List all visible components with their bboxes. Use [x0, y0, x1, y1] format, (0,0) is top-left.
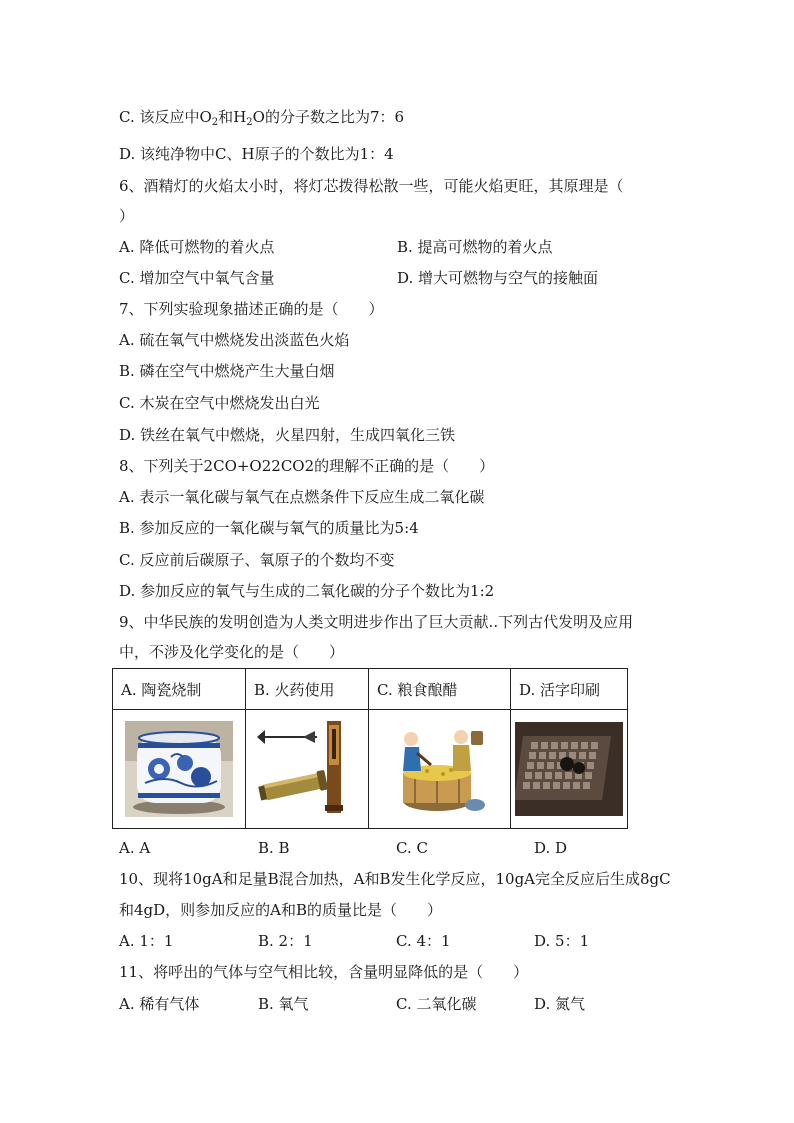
q7-option-c: C. 木炭在空气中燃烧发出白光 [119, 394, 320, 412]
q7-option-d: D. 铁丝在氧气中燃烧，火星四射，生成四氧化三铁 [119, 426, 456, 444]
q10-option-b: B. 2：1 [258, 932, 313, 950]
q9-image-row [113, 710, 628, 829]
q8-option-a: A. 表示一氧化碳与氧气在点燃条件下反应生成二氧化碳 [119, 488, 485, 506]
q9-stem-line1: 9、中华民族的发明创造为人类文明进步作出了巨大贡献..下列古代发明及应用 [119, 613, 634, 631]
q9-header-d: D. 活字印刷 [511, 669, 628, 710]
q9-image-cell-a [113, 710, 246, 829]
movable-type-image [515, 722, 623, 816]
q9-option-b: B. B [258, 839, 290, 857]
q10-stem-line2: 和4gD，则参加反应的A和B的质量比是（ ） [119, 901, 443, 919]
q9-option-d: D. D [534, 839, 568, 857]
q9-image-cell-d [511, 710, 628, 829]
q6-stem-line2: ） [119, 207, 135, 225]
gunpowder-rocket-image [255, 717, 359, 821]
q10-option-d: D. 5：1 [534, 932, 590, 950]
q5-option-c: C. 该反应中$O_2$和$H_2O$的分子数之比为7：6 [119, 108, 405, 128]
q5-option-d: D. 该纯净物中C、H原子的个数比为1：4 [119, 145, 394, 163]
h2o-formula: $H_2O$ [233, 108, 265, 128]
q8-option-c: C. 反应前后碳原子、氧原子的个数均不变 [119, 551, 395, 569]
q6-option-a: A. 降低可燃物的着火点 [119, 238, 275, 256]
q9-header-a: A. 陶瓷烧制 [113, 669, 246, 710]
q9-image-cell-c [369, 710, 511, 829]
q10-stem-line1: 10、现将10gA和足量B混合加热，A和B发生化学反应，10gA完全反应后生成8gC [119, 870, 671, 888]
q8-option-d: D. 参加反应的氧气与生成的二氧化碳的分子个数比为1:2 [119, 582, 495, 600]
q7-stem: 7、下列实验现象描述正确的是（ ） [119, 300, 384, 318]
q9-option-a: A. A [119, 839, 151, 857]
q5-option-c-prefix: C. 该反应中 [119, 108, 200, 126]
q11-option-d: D. 氮气 [534, 995, 586, 1013]
q10-option-a: A. 1：1 [119, 932, 174, 950]
q11-option-c: C. 二氧化碳 [396, 995, 477, 1013]
o2-formula: $O_2$ [199, 108, 219, 128]
porcelain-jar-image [125, 721, 233, 817]
q6-option-d: D. 增大可燃物与空气的接触面 [397, 269, 599, 287]
q9-header-row [113, 669, 628, 710]
q9-image-cell-b [246, 710, 369, 829]
vinegar-brewing-image [391, 721, 489, 817]
q7-option-b: B. 磷在空气中燃烧产生大量白烟 [119, 362, 335, 380]
q11-stem: 11、将呼出的气体与空气相比较，含量明显降低的是（ ） [119, 963, 529, 981]
q9-header-b: B. 火药使用 [246, 669, 369, 710]
q7-option-a: A. 硫在氧气中燃烧发出淡蓝色火焰 [119, 331, 350, 349]
q10-option-c: C. 4：1 [396, 932, 451, 950]
q6-option-b: B. 提高可燃物的着火点 [397, 238, 553, 256]
q11-option-a: A. 稀有气体 [119, 995, 200, 1013]
q6-stem-line1: 6、酒精灯的火焰太小时，将灯芯拨得松散一些，可能火焰更旺，其原理是（ [119, 177, 624, 195]
q8-option-b: B. 参加反应的一氧化碳与氧气的质量比为5:4 [119, 519, 419, 537]
q8-stem: 8、下列关于2CO+O22CO2的理解不正确的是（ ） [119, 457, 495, 475]
q6-option-c: C. 增加空气中氧气含量 [119, 269, 275, 287]
q9-options-table [112, 668, 628, 829]
q9-option-c: C. C [396, 839, 428, 857]
q11-option-b: B. 氧气 [258, 995, 309, 1013]
q9-header-c: C. 粮食酿醋 [369, 669, 511, 710]
q9-stem-line2: 中，不涉及化学变化的是（ ） [119, 643, 345, 661]
